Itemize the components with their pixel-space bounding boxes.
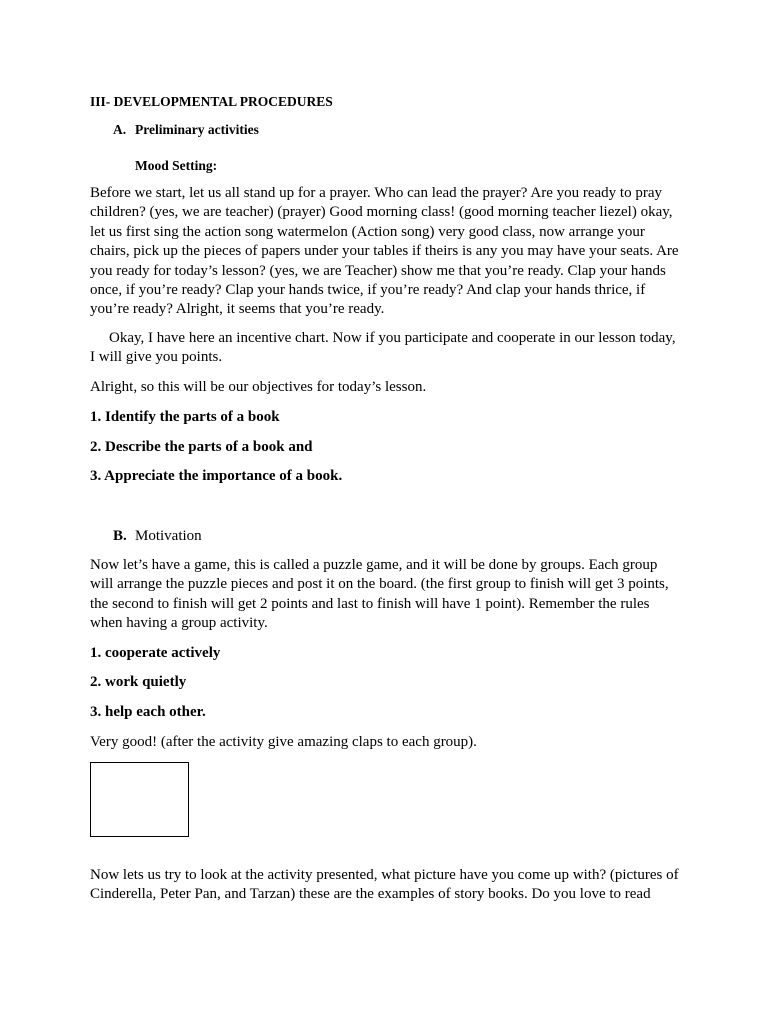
subsection-b-letter: B.: [113, 528, 127, 544]
subsection-a-heading: [113, 120, 703, 139]
section-heading: III- DEVELOPMENTAL PROCEDURES: [90, 94, 333, 109]
subsection-b-heading: [113, 527, 703, 546]
objective-item-1: 1. Identify the parts of a book: [90, 409, 280, 425]
objective-item-3: 3. Appreciate the importance of a book.: [90, 468, 343, 484]
paragraph-very-good: Very good! (after the activity give amazing claps to each group).: [90, 734, 477, 750]
subsection-a-letter: A.: [113, 122, 127, 137]
rule-item-3: 3. help each other.: [90, 704, 206, 720]
paragraph-objectives-intro: Alright, so this will be our objectives for today’s lesson.: [90, 379, 427, 395]
subsection-a-title: Preliminary activities: [135, 122, 259, 137]
empty-picture-frame: [90, 762, 189, 837]
rule-item-2: 2. work quietly: [90, 674, 187, 690]
paragraph-incentive-chart: Okay, I have here an incentive chart. Now if you participate and cooperate in our lesson today, I will give you points.: [90, 330, 676, 366]
rule-item-1: 1. cooperate actively: [90, 645, 221, 661]
objective-item-2: 2. Describe the parts of a book and: [90, 439, 313, 455]
mood-setting-label: Mood Setting:: [135, 158, 218, 173]
paragraph-puzzle-game: Now let’s have a game, this is called a puzzle game, and it will be done by groups. Each group will arrange the puzzle pieces and post it on the board. (the first group to finish will get 3 points, the second to finish will get 2 points and last to finish will have 1 point). Remember the rules when having a group activity.: [90, 557, 669, 632]
paragraph-picture-discussion: Now lets us try to look at the activity presented, what picture have you come up with? (pictures of Cinderella, Peter Pan, and Tarzan) these are the examples of story books. Do you love to read: [90, 867, 679, 903]
paragraph-prayer: Before we start, let us all stand up for a prayer. Who can lead the prayer? Are you ready to pray children? (yes, we are teacher) (prayer) Good morning class! (good morning teacher liezel) okay, let us first sing the action song watermelon (Action song) very good class, now arrange your chairs, pick up the pieces of papers under your tables if theirs is any you may have your seats. Are you ready for today’s lesson? (yes, we are Teacher) show me that you’re ready. Clap your hands once, if you’re ready? Clap your hands twice, if you’re ready? And clap your hands thrice, if you’re ready? Alright, it seems that you’re ready.: [90, 185, 679, 318]
subsection-b-title: Motivation: [135, 528, 202, 544]
